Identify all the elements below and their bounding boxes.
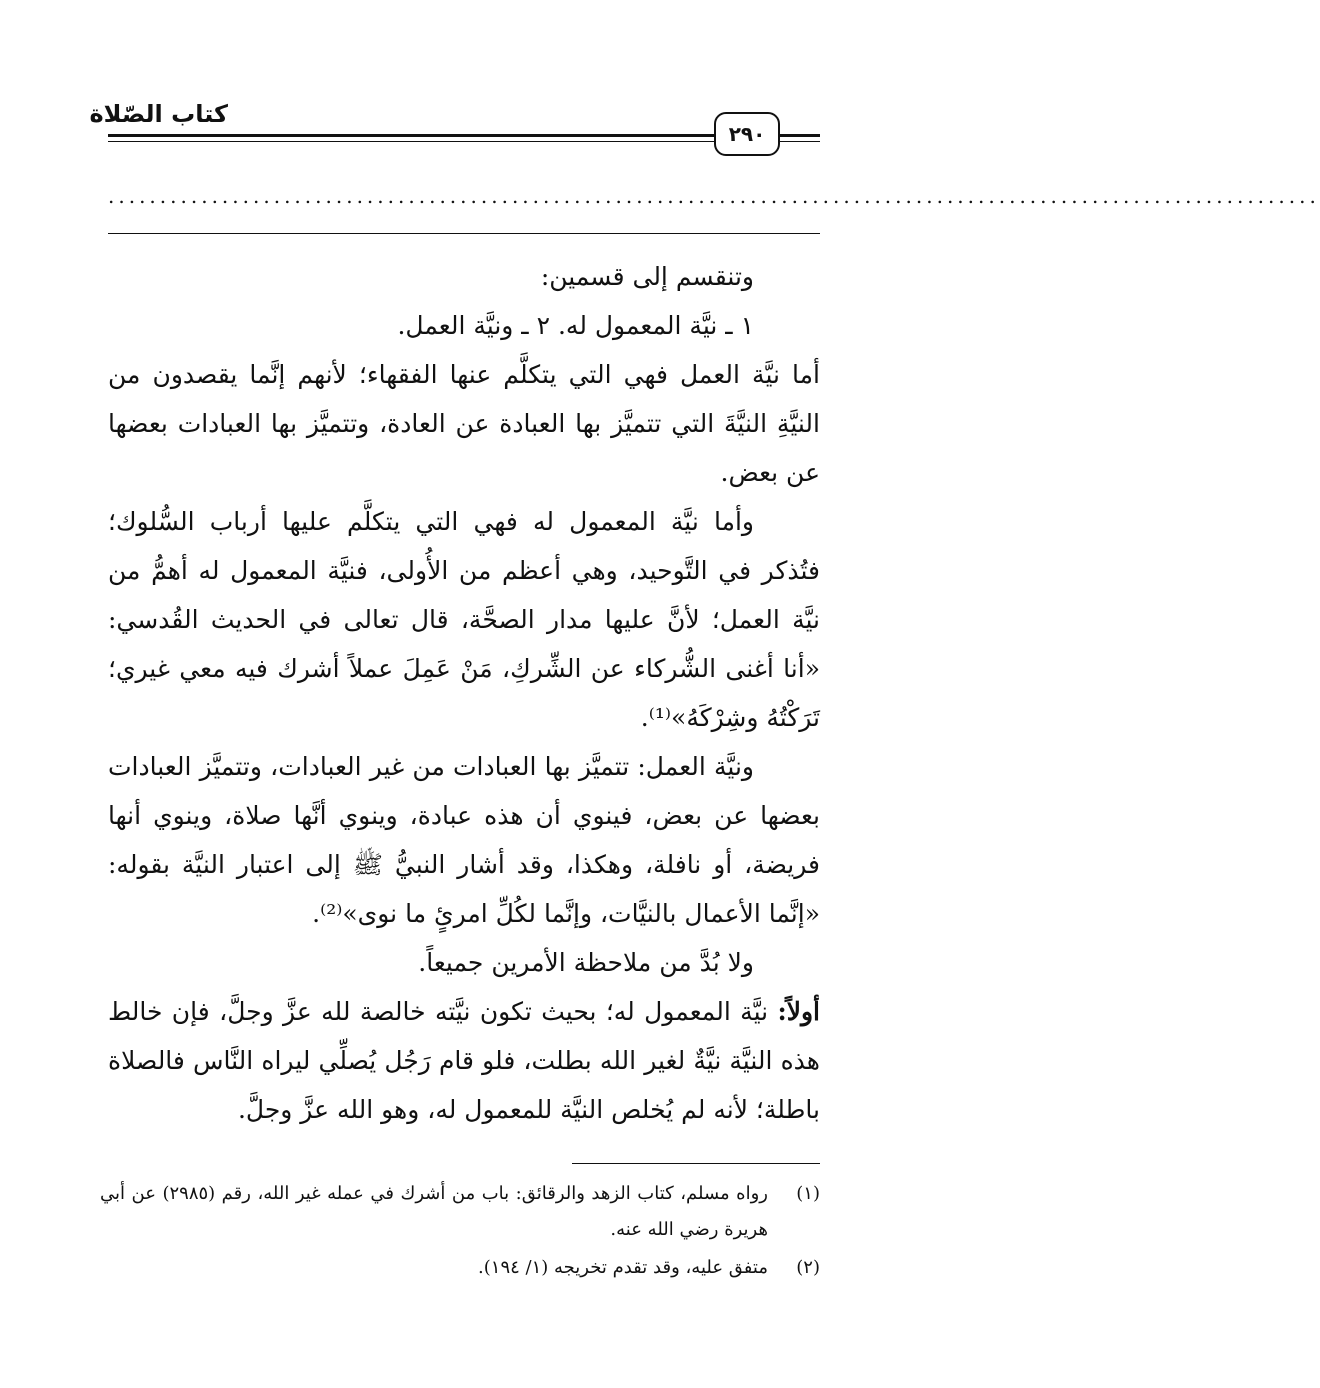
footnote-text: متفق عليه، وقد تقدم تخريجه (١/ ١٩٤). — [478, 1257, 768, 1278]
page-number: ٢٩٠ — [714, 112, 780, 156]
footnotes — [100, 1176, 820, 1288]
paragraph-both-matters: ولا بُدَّ من ملاحظة الأمرين جميعاً. — [418, 948, 754, 977]
paragraph-types: ١ ـ نيَّة المعمول له. ٢ ـ ونيَّة العمل. — [397, 311, 754, 340]
book-title: كتاب الصّلاة — [89, 100, 228, 128]
paragraph-first-point — [108, 987, 820, 1134]
first-point-text: نيَّة المعمول له؛ بحيث تكون نيَّته خالصة لله عزَّ وجلَّ، فإن خالط هذه النيَّة نيَّةٌ لغير الله بطلت، فلو قام رَجُل يُصلِّي ليراه النَّاس فالصلاة باطلة؛ لأنه لم يُخلص النيَّة للمعمول له، وهو الله عزَّ وجلَّ. — [108, 997, 820, 1124]
main-text — [108, 252, 820, 1134]
first-point-heading: أولاً: — [777, 997, 820, 1026]
paragraph-division: وتنقسم إلى قسمين: — [540, 262, 754, 291]
page-header — [89, 100, 820, 160]
footnote-separator — [572, 1163, 820, 1164]
footnote-text: رواه مسلم، كتاب الزهد والرقائق: باب من أشرك في عمله غير الله، رقم (٢٩٨٥) عن أبي هريرة رضي الله عنه. — [100, 1183, 768, 1240]
footnote — [100, 1176, 820, 1248]
paragraph-intention-distinguishes: ونيَّة العمل: تتميَّز بها العبادات من غير العبادات، وتتميَّز العبادات بعضها عن بعض، فينوي أن هذه عبادة، وينوي أنَّها صلاة، وينوي أنها فريضة، أو نافلة، وهكذا، وقد أشار النبيُّ ﷺ إلى اعتبار النيَّة بقوله: «إنَّما الأعمال بالنيَّات، وإنَّما لكُلِّ امرئٍ ما نوى»⁽²⁾. — [108, 752, 820, 928]
footnote — [100, 1250, 820, 1286]
paragraph-intention-of-action: أما نيَّة العمل فهي التي يتكلَّم عنها الفقهاء؛ لأنهم إنَّما يقصدون من النيَّةِ النيَّةَ التي تتميَّز بها العبادة عن العادة، وتتميَّز بها العبادات بعضها عن بعض. — [108, 360, 820, 487]
dotted-separator: ..................................................................................................................... — [108, 184, 1320, 208]
footnote-number: (١) — [796, 1183, 820, 1204]
footnote-number: (٢) — [796, 1257, 820, 1278]
paragraph-intention-for-whom: وأما نيَّة المعمول له فهي التي يتكلَّم عليها أرباب السُّلوك؛ فتُذكر في التَّوحيد، وهي أعظم من الأُولى، فنيَّة المعمول له أهمُّ من نيَّة العمل؛ لأنَّ عليها مدار الصحَّة، قال تعالى في الحديث القُدسي: «أنا أغنى الشُّركاء عن الشِّركِ، مَنْ عَمِلَ عملاً أشرك فيه معي غيري؛ تَرَكْتُهُ وشِرْكَهُ»⁽¹⁾. — [108, 507, 820, 732]
top-separator — [108, 233, 820, 234]
